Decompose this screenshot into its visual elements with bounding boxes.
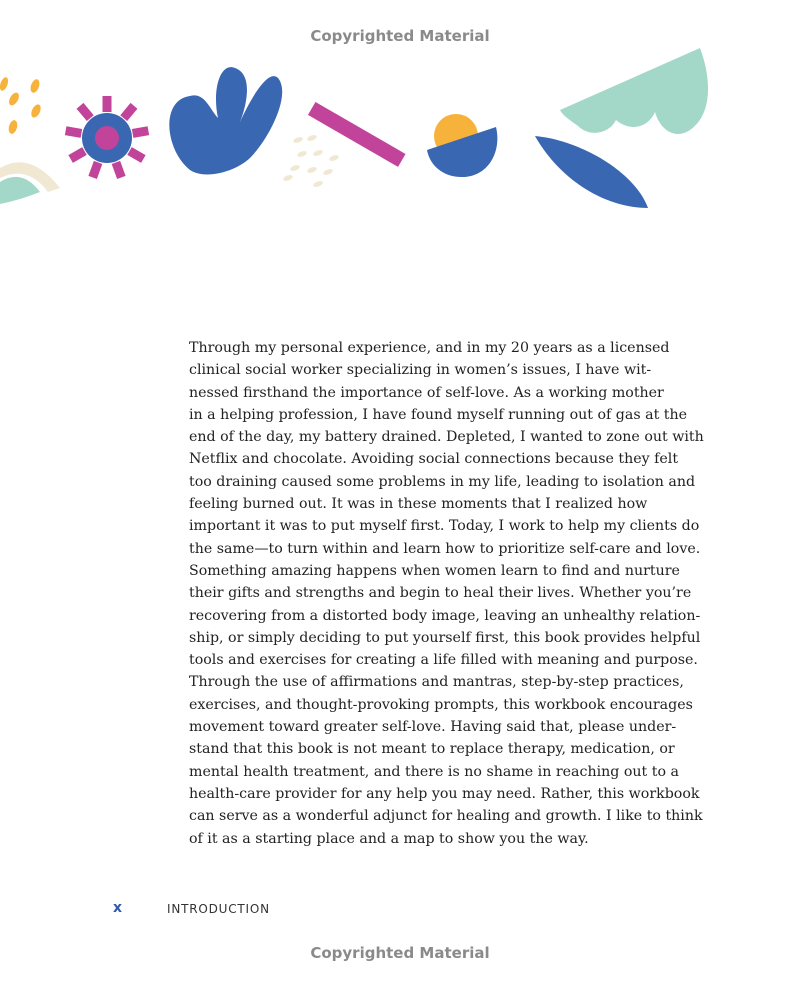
text-line: stand that this book is not meant to replace therapy, medication, or (189, 741, 675, 758)
body-text (167, 337, 704, 850)
blue-leaf-blob-shape (169, 67, 282, 174)
text-line: can serve as a wonderful adjunct for healing and growth. I like to think (189, 808, 703, 825)
paragraph-1 (167, 337, 704, 560)
blue-leaf-shape (535, 136, 648, 208)
cream-dots-cluster (282, 134, 339, 188)
mint-scallop-shape (560, 48, 708, 134)
page-number: x (113, 900, 123, 916)
watermark-top: Copyrighted Material (310, 27, 490, 45)
text-line: their gifts and strengths and begin to heal their lives. Whether you’re (189, 585, 692, 602)
text-line: feeling burned out. It was in these moments that I realized how (189, 496, 648, 513)
text-line: too draining caused some problems in my life, leading to isolation and (189, 473, 696, 490)
mint-arc-shape (0, 177, 40, 204)
text-line: important it was to put myself first. Today, I work to help my clients do (189, 518, 700, 535)
text-line: of it as a starting place and a map to show you the way. (189, 830, 589, 847)
magenta-bar-shape (308, 102, 406, 167)
flower-shape (65, 96, 149, 179)
text-line: end of the day, my battery drained. Depleted, I wanted to zone out with (189, 429, 704, 446)
text-line: the same—to turn within and learn how to prioritize self-care and love. (189, 540, 701, 557)
text-line: recovering from a distorted body image, leaving an unhealthy relation- (189, 607, 701, 624)
yellow-seeds-cluster (0, 76, 43, 135)
watermark-bottom: Copyrighted Material (310, 944, 490, 962)
text-line: Through my personal experience, and in my 20 years as a licensed (189, 340, 670, 356)
text-line: Through the use of affirmations and mantras, step-by-step practices, (189, 674, 684, 691)
section-label: INTRODUCTION (167, 902, 270, 916)
text-line: clinical social worker specializing in women’s issues, I have wit- (189, 362, 652, 379)
text-line: health-care provider for any help you may need. Rather, this workbook (189, 785, 700, 802)
text-line: exercises, and thought-provoking prompts, this workbook encourages (189, 696, 693, 713)
text-line: nessed firsthand the importance of self-love. As a working mother (189, 384, 664, 401)
text-line: ship, or simply deciding to put yourself first, this book provides helpful (189, 629, 701, 646)
text-line: Something amazing happens when women learn to find and nurture (189, 562, 680, 579)
decorative-header-illustration (0, 40, 800, 220)
text-line: movement toward greater self-love. Having said that, please under- (189, 719, 677, 736)
paragraph-2 (167, 560, 703, 850)
text-line: in a helping profession, I have found myself running out of gas at the (189, 406, 688, 423)
text-line: Netflix and chocolate. Avoiding social connections because they felt (189, 451, 679, 468)
text-line: tools and exercises for creating a life filled with meaning and purpose. (189, 652, 698, 669)
text-line: mental health treatment, and there is no shame in reaching out to a (189, 763, 679, 780)
